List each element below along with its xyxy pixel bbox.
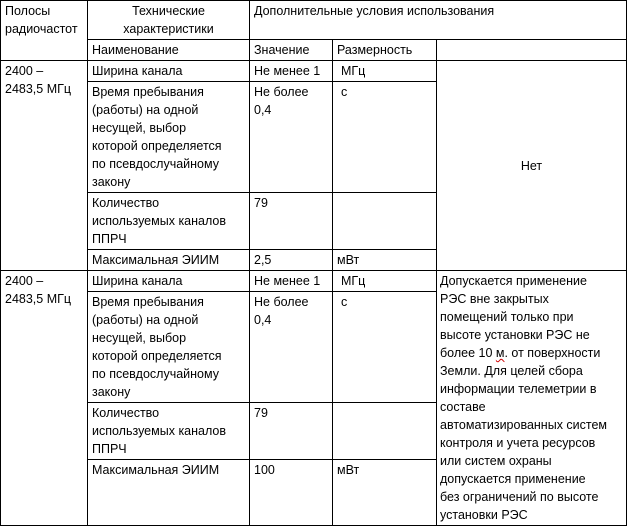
band-cell: 2400 – 2483,5 МГц xyxy=(1,271,88,526)
header-extra: Дополнительные условия использования xyxy=(250,1,627,40)
band-cell: 2400 – 2483,5 МГц xyxy=(1,61,88,271)
param-name: Ширина канала xyxy=(88,271,250,292)
param-name: Максимальная ЭИИМ xyxy=(88,250,250,271)
condition-text-a: Допускается применение РЭС вне закрытых помещений только при высоте установки РЭС не более 10 xyxy=(440,274,590,360)
param-unit xyxy=(333,193,437,250)
param-value: Не менее 1 xyxy=(250,61,333,82)
param-value: 100 xyxy=(250,460,333,526)
header-name: Наименование xyxy=(88,40,250,61)
param-unit: с xyxy=(333,82,437,193)
condition-cell xyxy=(437,271,627,526)
header-bands: Полосы радиочастот xyxy=(1,1,88,61)
param-value: Не менее 1 xyxy=(250,271,333,292)
param-unit: с xyxy=(333,292,437,403)
header-value: Значение xyxy=(250,40,333,61)
condition-text-b: . от поверхности Земли. Для целей сбора информации телеметрии в составе автоматизированных систем контроля и учета ресурсов или систем охраны допускается применение без ограничений по высоте установки РЭС xyxy=(440,346,608,522)
param-unit: мВт xyxy=(333,460,437,526)
param-name: Количество используемых каналов ППРЧ xyxy=(88,403,250,460)
param-name: Ширина канала xyxy=(88,61,250,82)
param-unit: мВт xyxy=(333,250,437,271)
param-name: Максимальная ЭИИМ xyxy=(88,460,250,526)
param-unit: МГц xyxy=(333,61,437,82)
param-value: Не более 0,4 xyxy=(250,292,333,403)
condition-cell: Нет xyxy=(437,61,627,271)
param-value: 2,5 xyxy=(250,250,333,271)
param-value: 79 xyxy=(250,193,333,250)
param-name: Количество используемых каналов ППРЧ xyxy=(88,193,250,250)
param-name: Время пребывания (работы) на одной несущей, выбор которой определяется по псевдослучайному закону xyxy=(88,82,250,193)
param-name: Время пребывания (работы) на одной несущей, выбор которой определяется по псевдослучайному закону xyxy=(88,292,250,403)
param-unit: МГц xyxy=(333,271,437,292)
param-value: 79 xyxy=(250,403,333,460)
condition-text-m: м xyxy=(495,346,505,360)
param-value: Не более 0,4 xyxy=(250,82,333,193)
header-tech: Технические характеристики xyxy=(88,1,250,40)
header-empty xyxy=(437,40,627,61)
param-unit xyxy=(333,403,437,460)
header-unit: Размерность xyxy=(333,40,437,61)
